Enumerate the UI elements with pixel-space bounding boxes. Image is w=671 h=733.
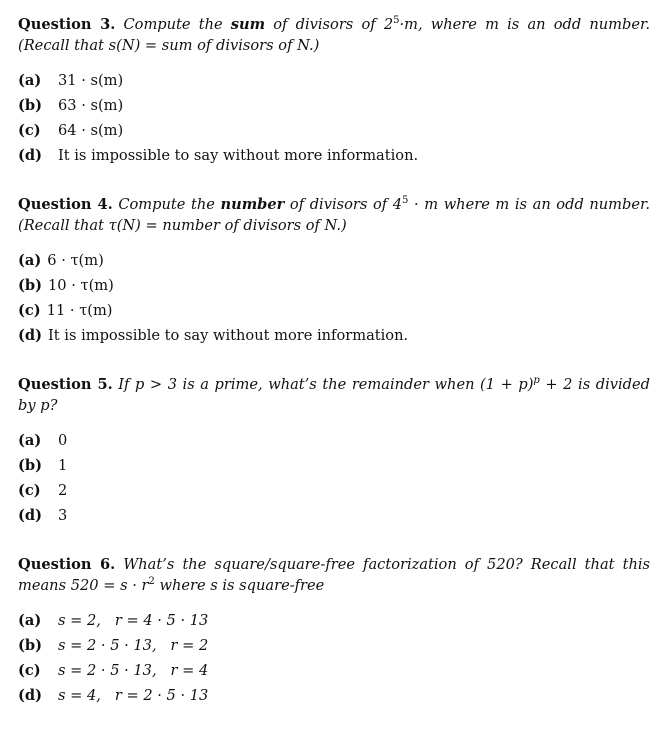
choice-label: (b) [18, 637, 43, 654]
choice-row[interactable] [18, 68, 650, 93]
question-4-text-b: of divisors of 4 [284, 196, 403, 213]
question-4-prompt [18, 194, 650, 236]
choice-row[interactable] [18, 503, 650, 528]
choice-row[interactable] [18, 453, 650, 478]
choice-row[interactable] [18, 633, 650, 658]
question-6-text-a: What’s the square/square-free factorization of 520? Recall that this means 520 = s · r [18, 556, 650, 594]
choice-label: (b) [18, 97, 43, 114]
question-3 [18, 14, 650, 168]
choice-label: (c) [18, 302, 41, 319]
question-3-choices [18, 68, 650, 168]
choice-row[interactable] [18, 298, 650, 323]
choice-label: (b) [18, 457, 43, 474]
choice-value: s = 2, r = 4 · 5 · 13 [58, 612, 209, 629]
question-5-text-a: If p > 3 is a prime, what’s the remainder when (1 + p) [118, 376, 534, 393]
choice-row[interactable] [18, 273, 650, 298]
choice-row[interactable] [18, 118, 650, 143]
choice-label: (a) [18, 252, 42, 269]
choice-label: (d) [18, 507, 43, 524]
question-3-label: Question 3. [18, 16, 116, 33]
choice-value: s = 4, r = 2 · 5 · 13 [58, 687, 209, 704]
choice-value: 11 · τ(m) [46, 302, 113, 319]
choice-row[interactable] [18, 248, 650, 273]
question-6 [18, 554, 650, 708]
question-3-text-b: of divisors of 2 [265, 16, 394, 33]
question-5-label: Question 5. [18, 376, 113, 393]
choice-value: 64 · s(m) [58, 122, 124, 139]
choice-value: 6 · τ(m) [47, 252, 104, 269]
question-4 [18, 194, 650, 348]
choice-value: 10 · τ(m) [48, 277, 114, 294]
choice-row[interactable] [18, 323, 650, 348]
question-4-text-c: · m where m is an odd number. (Recall that τ(N) = number of divisors of N.) [18, 196, 651, 234]
choice-value: 3 [58, 507, 68, 524]
question-3-text-c: ·m, where m is an odd number. (Recall that s(N) = sum of divisors of N.) [18, 16, 650, 54]
question-5-exponent: p [533, 375, 540, 386]
choice-value: 1 [58, 457, 68, 474]
choice-value: 0 [58, 432, 68, 449]
choice-value: 31 · s(m) [58, 72, 124, 89]
choice-label: (c) [18, 122, 41, 139]
question-3-text-a: Compute the [123, 16, 231, 33]
choice-row[interactable] [18, 93, 650, 118]
choice-label: (c) [18, 482, 41, 499]
question-3-prompt [18, 14, 650, 56]
question-6-label: Question 6. [18, 556, 116, 573]
choice-row[interactable] [18, 683, 650, 708]
choice-row[interactable] [18, 143, 650, 168]
question-4-exponent: 5 [402, 195, 409, 206]
question-4-label: Question 4. [18, 196, 113, 213]
choice-label: (c) [18, 662, 41, 679]
question-6-exponent: 2 [148, 576, 155, 587]
choice-value: 63 · s(m) [58, 97, 124, 114]
choice-row[interactable] [18, 428, 650, 453]
choice-label: (b) [18, 277, 43, 294]
choice-value: s = 2 · 5 · 13, r = 4 [58, 662, 209, 679]
question-6-text-b: where s is square-free [154, 577, 325, 594]
question-3-emphasis: sum [230, 16, 266, 33]
choice-row[interactable] [18, 608, 650, 633]
choice-label: (a) [18, 432, 42, 449]
choice-value: It is impossible to say without more information. [58, 147, 419, 164]
question-6-prompt [18, 554, 650, 596]
choice-value: It is impossible to say without more information. [48, 327, 409, 344]
choice-label: (d) [18, 327, 43, 344]
choice-label: (a) [18, 72, 42, 89]
question-3-exponent: 5 [393, 15, 400, 26]
question-4-emphasis: number [220, 196, 285, 213]
question-5-choices [18, 428, 650, 528]
choice-value: 2 [58, 482, 68, 499]
question-5-prompt [18, 374, 650, 416]
question-4-text-a: Compute the [118, 196, 221, 213]
question-4-choices [18, 248, 650, 348]
choice-row[interactable] [18, 478, 650, 503]
choice-label: (d) [18, 687, 43, 704]
choice-label: (d) [18, 147, 43, 164]
question-5 [18, 374, 650, 528]
choice-row[interactable] [18, 658, 650, 683]
question-6-choices [18, 608, 650, 708]
choice-label: (a) [18, 612, 42, 629]
choice-value: s = 2 · 5 · 13, r = 2 [58, 637, 209, 654]
question-5-text-b: + 2 is divided by p? [18, 376, 650, 414]
